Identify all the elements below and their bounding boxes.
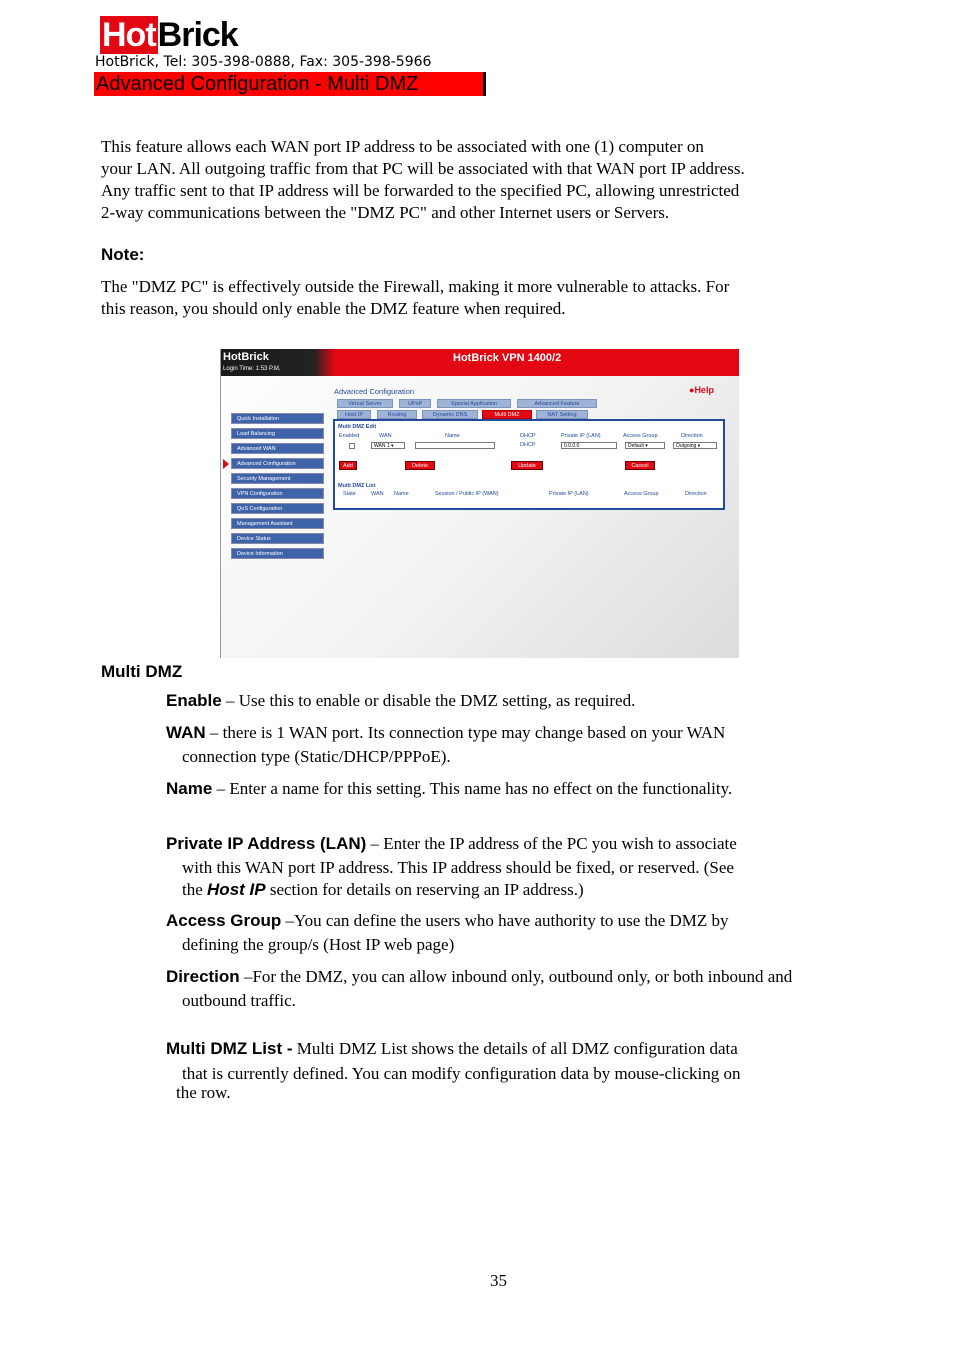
tab-special-application[interactable]: Special Application	[437, 399, 511, 408]
cancel-button[interactable]: Cancel	[625, 461, 655, 470]
edit-title: Multi DMZ Edit	[338, 424, 377, 430]
multi-dmz-panel	[333, 419, 725, 510]
enabled-checkbox[interactable]	[349, 443, 355, 449]
help-link[interactable]: ●Help	[689, 385, 714, 395]
desc-private-ip-1: – Enter the IP address of the PC you wish to associate	[366, 834, 737, 853]
desc-private-ip-2: with this WAN port IP address. This IP address should be fixed, or reserved. (See	[182, 858, 734, 877]
col-direction: Direction	[681, 433, 703, 439]
nav-advanced-wan[interactable]: Advanced WAN	[231, 443, 324, 454]
multi-dmz-heading: Multi DMZ	[101, 662, 183, 681]
logo-brick: Brick	[157, 16, 238, 54]
desc-wan-2: connection type (Static/DHCP/PPPoE).	[182, 747, 451, 766]
intro-line: This feature allows each WAN port IP address to be associated with one (1) computer on	[101, 137, 704, 156]
list-col-wan: WAN	[371, 491, 384, 497]
desc-private-ip-3-post: section for details on reserving an IP address.)	[265, 880, 584, 899]
desc-multi-dmz-list-1: Multi DMZ List shows the details of all DMZ configuration data	[292, 1039, 738, 1058]
wan-select[interactable]: WAN 1 ▾	[371, 442, 405, 449]
list-item-enable	[148, 690, 635, 714]
nav-security-management[interactable]: Security Management	[231, 473, 324, 484]
nav-qos-configuration[interactable]: QoS Configuration	[231, 503, 324, 514]
screenshot-section-title: Advanced Configuration	[334, 387, 415, 396]
intro-line: Any traffic sent to that IP address will be forwarded to the specified PC, allowing unrestricted	[101, 181, 740, 200]
col-name: Name	[445, 433, 460, 439]
col-access-group: Access Group	[623, 433, 658, 439]
desc-direction-1: –For the DMZ, you can allow inbound only, outbound only, or both inbound and	[239, 967, 793, 986]
list-item-private-ip	[148, 833, 737, 901]
term-direction: Direction	[166, 967, 240, 986]
intro-paragraph	[101, 136, 745, 224]
desc-multi-dmz-list-3: the row.	[176, 1083, 231, 1102]
tab-virtual-server[interactable]: Virtual Server	[337, 399, 393, 408]
update-button[interactable]: Update	[511, 461, 543, 470]
list-item-direction	[148, 966, 938, 1012]
nav-vpn-configuration[interactable]: VPN Configuration	[231, 488, 324, 499]
tab-routing[interactable]: Routing	[377, 410, 417, 419]
note-heading: Note:	[101, 245, 145, 264]
col-wan: WAN	[379, 433, 392, 439]
nav-management-assistant[interactable]: Management Assistant	[231, 518, 324, 529]
desc-direction-2: outbound traffic.	[182, 991, 296, 1010]
intro-line: 2-way communications between the "DMZ PC" and other Internet users or Servers.	[101, 203, 670, 222]
tab-advanced-feature[interactable]: Advanced Feature	[517, 399, 597, 408]
section-title: Advanced Configuration - Multi DMZ	[96, 73, 419, 95]
list-col-name: Name	[394, 491, 409, 497]
nav-load-balancing[interactable]: Load Balancing	[231, 428, 324, 439]
help-label: Help	[694, 385, 714, 395]
nav-advanced-configuration[interactable]: Advanced Configuration	[231, 458, 324, 469]
col-dhcp: DHCP	[520, 433, 536, 439]
note-line: The "DMZ PC" is effectively outside the Firewall, making it more vulnerable to attacks. For	[101, 277, 730, 296]
dhcp-value: DHCP	[520, 442, 536, 448]
screenshot-brand: HotBrick	[223, 351, 269, 363]
term-name: Name	[166, 779, 213, 798]
term-access-group: Access Group	[166, 911, 282, 930]
tab-multi-dmz[interactable]: Multi DMZ	[482, 410, 532, 419]
host-ip-reference: Host IP	[207, 880, 266, 899]
delete-button[interactable]: Delete	[405, 461, 435, 470]
list-item-name	[148, 778, 732, 802]
list-col-access-group: Access Group	[624, 491, 659, 497]
name-input[interactable]	[415, 442, 495, 449]
router-ui-screenshot	[220, 349, 739, 658]
desc-enable: – Use this to enable or disable the DMZ setting, as required.	[221, 691, 636, 710]
desc-name: – Enter a name for this setting. This name has no effect on the functionality.	[212, 779, 733, 798]
desc-wan-1: – there is 1 WAN port. Its connection type may change based on your WAN	[205, 723, 726, 742]
nav-quick-installation[interactable]: Quick Installation	[231, 413, 324, 424]
list-col-direction: Direction	[685, 491, 707, 497]
term-enable: Enable	[166, 691, 222, 710]
term-wan: WAN	[166, 723, 206, 742]
note-paragraph	[101, 276, 729, 320]
direction-select[interactable]: Outgoing ▾	[673, 442, 717, 449]
list-item-multi-dmz-list	[148, 1038, 741, 1104]
term-private-ip: Private IP Address (LAN)	[166, 834, 367, 853]
list-title: Multi DMZ List	[338, 483, 376, 489]
list-item-access-group	[148, 910, 729, 956]
list-col-session: Session / Public IP (WAN)	[435, 491, 499, 497]
tab-host-ip[interactable]: Host IP	[337, 410, 371, 419]
screenshot-login-time: Login Time: 1:53 P.M.	[223, 366, 281, 372]
note-line: this reason, you should only enable the DMZ feature when required.	[101, 299, 566, 318]
list-col-state: State	[343, 491, 356, 497]
tab-upnp[interactable]: UPnP	[399, 399, 431, 408]
desc-access-group-2: defining the group/s (Host IP web page)	[182, 935, 455, 954]
screenshot-product-name: HotBrick VPN 1400/2	[453, 352, 562, 364]
col-enabled: Enabled	[339, 433, 360, 439]
contact-line: HotBrick, Tel: 305-398-0888, Fax: 305-398-5966	[95, 54, 432, 70]
private-ip-input[interactable]: 0.0.0.0	[561, 442, 617, 449]
page-number: 35	[490, 1271, 507, 1290]
term-multi-dmz-list: Multi DMZ List -	[166, 1039, 293, 1058]
list-col-private-ip: Private IP (LAN)	[549, 491, 589, 497]
desc-private-ip-3	[182, 879, 737, 901]
wan-select-value: WAN 1	[374, 443, 390, 449]
nav-device-information[interactable]: Device Information	[231, 548, 324, 559]
tab-dynamic-dns[interactable]: Dynamic DNS	[422, 410, 478, 419]
logo-hot: Hot	[102, 16, 156, 54]
list-item-wan	[148, 722, 725, 768]
col-private-ip: Private IP (LAN)	[561, 433, 601, 439]
add-button[interactable]: Add	[339, 461, 357, 470]
nav-device-status[interactable]: Device Status	[231, 533, 324, 544]
tab-nat-setting[interactable]: NAT Setting	[536, 410, 588, 419]
access-group-select[interactable]: Default ▾	[625, 442, 665, 449]
access-group-value: Default	[628, 443, 644, 449]
nav-arrow-icon	[223, 459, 229, 469]
desc-multi-dmz-list-2: that is currently defined. You can modify configuration data by mouse-clicking on	[182, 1064, 741, 1083]
hotbrick-logo	[100, 8, 238, 54]
intro-line: your LAN. All outgoing traffic from that PC will be associated with that WAN port IP address.	[101, 159, 745, 178]
desc-access-group-1: –You can define the users who have authority to use the DMZ by	[281, 911, 729, 930]
desc-private-ip-3-pre: the	[182, 880, 208, 899]
direction-value: Outgoing	[676, 443, 697, 449]
